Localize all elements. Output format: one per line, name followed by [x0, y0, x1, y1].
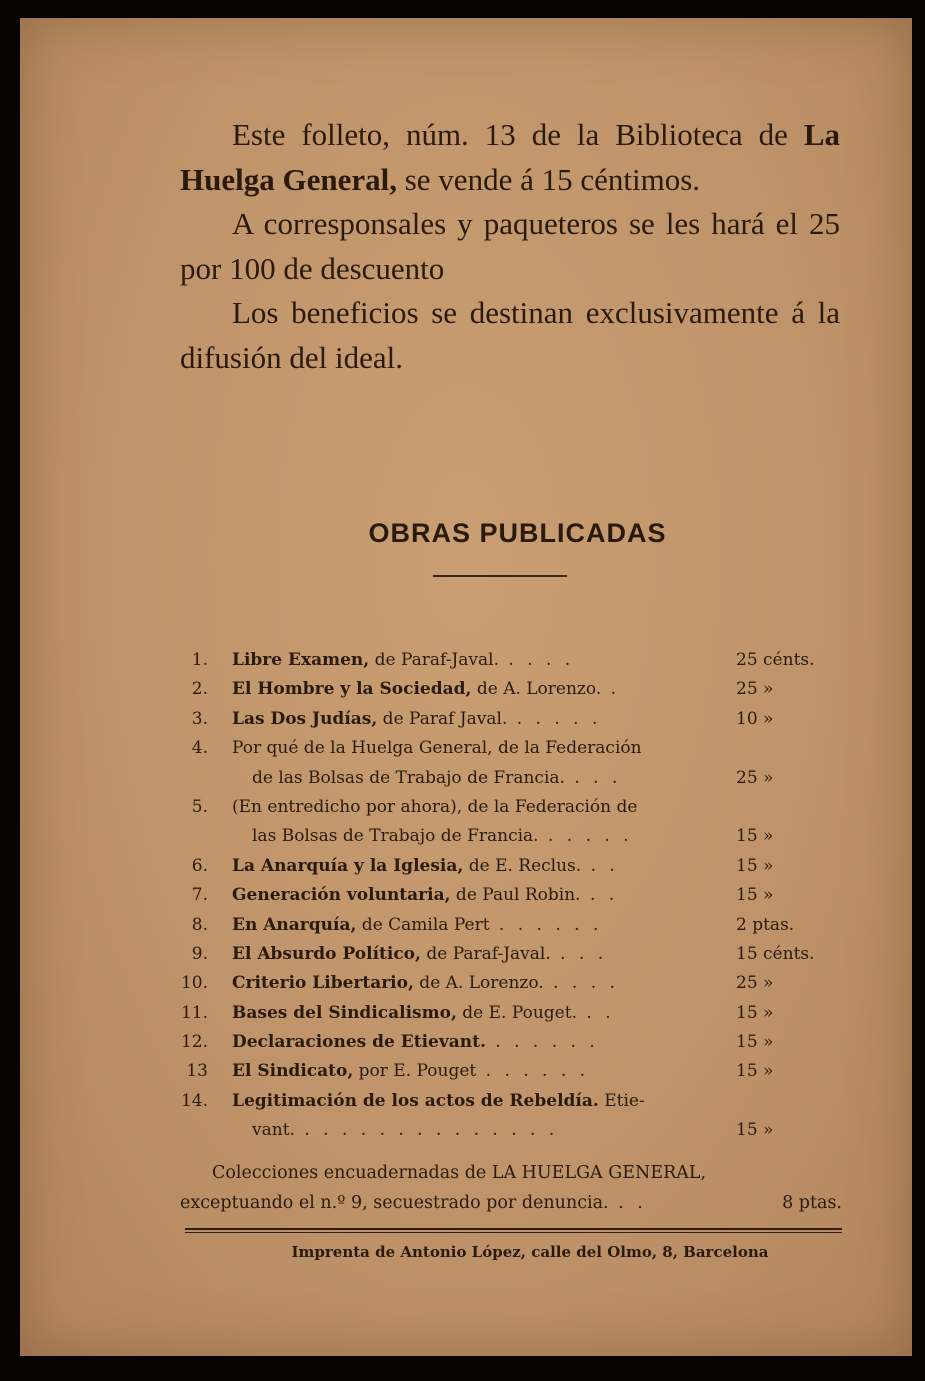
- work-text: [232, 881, 618, 910]
- work-text: [232, 705, 601, 734]
- intro-paragraph-2: A corresponsales y paqueteros se les hará el 25 por 100 de descuento: [180, 206, 840, 286]
- work-title: Las Dos Judías,: [232, 708, 378, 729]
- work-author: de Paraf-Javal.: [369, 650, 499, 670]
- work-price: 25 »: [736, 973, 774, 994]
- work-author: de Camila Pert: [356, 914, 490, 935]
- work-item: [180, 675, 840, 704]
- work-number: 11.: [180, 1002, 208, 1023]
- work-number: 10.: [180, 973, 208, 994]
- work-item: [180, 1087, 840, 1116]
- work-number: 2.: [191, 679, 208, 700]
- work-leader-dots: . . . .: [498, 650, 575, 670]
- work-number: 12.: [180, 1032, 208, 1053]
- work-price: 25 »: [736, 679, 774, 700]
- collections-line-1: Colecciones encuadernadas de LA HUELGA GENERAL,: [212, 1163, 707, 1183]
- work-number: 3.: [191, 708, 208, 729]
- work-number: 7.: [191, 885, 208, 906]
- work-author: de Paraf-Javal.: [420, 943, 551, 964]
- work-item: [180, 822, 840, 851]
- work-title: Criterio Libertario,: [232, 973, 414, 994]
- work-price: 2 ptas.: [736, 914, 795, 935]
- work-text: [232, 1028, 599, 1057]
- work-leader-dots: . .: [576, 1002, 615, 1023]
- work-leader-dots: . . . . . .: [489, 914, 603, 935]
- work-leader-dots: . . .: [550, 943, 608, 964]
- work-text: [232, 940, 607, 969]
- work-leader-dots: . . . . . .: [485, 1032, 599, 1053]
- work-title: El Absurdo Político,: [232, 943, 421, 964]
- work-title: Libre Examen,: [232, 650, 370, 670]
- work-leader-dots: . . .: [564, 767, 622, 788]
- work-item: [180, 1028, 840, 1057]
- work-item: [180, 1057, 840, 1086]
- work-number: 14.: [180, 1090, 208, 1111]
- work-text: [232, 852, 619, 881]
- work-item: [180, 705, 840, 734]
- work-item: [180, 911, 840, 940]
- section-heading: OBRAS PUBLICADAS: [368, 518, 667, 548]
- work-number: 6.: [191, 855, 208, 876]
- intro-paragraph-3: Los beneficios se destinan exclusivamente á la difusión del ideal.: [180, 295, 840, 375]
- work-price: 15 »: [736, 1120, 774, 1141]
- work-number: 5.: [191, 796, 208, 817]
- work-leader-dots: . . . .: [543, 973, 619, 994]
- work-item: [180, 646, 840, 675]
- work-author: de Paraf Javal.: [377, 708, 508, 729]
- work-leader-dots: . . . . .: [507, 708, 602, 729]
- work-item: [180, 793, 840, 822]
- work-leader-dots: .: [601, 679, 621, 700]
- work-price: 25 »: [736, 767, 774, 788]
- work-text: [252, 1116, 558, 1145]
- work-leader-dots: . .: [581, 855, 619, 876]
- work-leader-dots: . . . . . .: [476, 1061, 590, 1082]
- work-author: Por qué de la Huelga General, de la Federación: [232, 738, 642, 759]
- work-price: 15 »: [736, 1032, 774, 1053]
- work-item: [180, 1116, 840, 1145]
- work-leader-dots: . . . . . . . . . . . . . .: [294, 1120, 559, 1141]
- work-title: Declaraciones de Etievant.: [232, 1032, 486, 1053]
- heading-divider: [433, 575, 567, 577]
- work-title: El Sindicato,: [232, 1061, 354, 1082]
- document-page: [20, 18, 912, 1356]
- intro-text: [180, 113, 840, 380]
- works-list: [180, 646, 840, 1146]
- work-author: (En entredicho por ahora), de la Federación de: [232, 796, 638, 817]
- work-text: [232, 793, 637, 822]
- work-author: de E. Reclus.: [463, 855, 582, 876]
- work-price: 15 cénts.: [736, 943, 815, 964]
- work-title: El Hombre y la Sociedad,: [232, 679, 472, 700]
- work-text: [232, 1087, 645, 1116]
- work-title: Bases del Sindicalismo,: [232, 1002, 457, 1023]
- work-author: de A. Lorenzo.: [471, 679, 602, 700]
- imprint-divider: [185, 1228, 842, 1233]
- work-price: 15 »: [736, 1061, 774, 1082]
- work-item: [180, 734, 840, 763]
- work-item: [180, 940, 840, 969]
- work-text: [232, 999, 615, 1028]
- work-title: La Anarquía y la Iglesia,: [232, 855, 464, 876]
- work-number: 1.: [191, 650, 208, 670]
- work-item: [180, 852, 840, 881]
- work-number: 9.: [191, 943, 208, 964]
- intro-paragraph-1: Este folleto, núm. 13 de la Biblioteca de La Huelga General, se vende á 15 céntimos.: [180, 117, 840, 197]
- work-number: 13: [186, 1061, 208, 1082]
- work-price: 15 »: [736, 826, 774, 847]
- work-text: [232, 969, 619, 998]
- work-item: [180, 969, 840, 998]
- work-author: las Bolsas de Trabajo de Francia.: [252, 826, 539, 847]
- work-author: de A. Lorenzo.: [413, 973, 544, 994]
- work-item: [180, 881, 840, 910]
- work-author: Etie-: [598, 1090, 645, 1111]
- collections-line-2: exceptuando el n.º 9, secuestrado por denuncia. . . 8 ptas.: [180, 1188, 842, 1218]
- work-number: 8.: [191, 914, 208, 935]
- work-leader-dots: . .: [580, 885, 619, 906]
- collections-note: [180, 1158, 842, 1218]
- work-author: de Paul Robin.: [450, 885, 581, 906]
- work-price: 15 »: [736, 885, 774, 906]
- work-text: [232, 675, 620, 704]
- work-price: 25 cénts.: [736, 650, 815, 670]
- printer-imprint: Imprenta de Antonio López, calle del Olmo, 8, Barcelona: [291, 1243, 769, 1261]
- work-text: [232, 646, 574, 675]
- work-leader-dots: . . . . .: [538, 826, 633, 847]
- work-author: por E. Pouget: [353, 1061, 477, 1082]
- work-price: 10 »: [736, 708, 774, 729]
- work-author: vant.: [252, 1120, 295, 1141]
- work-title: En Anarquía,: [232, 914, 357, 935]
- work-author: de las Bolsas de Trabajo de Francia.: [252, 767, 565, 788]
- work-text: [232, 1057, 589, 1086]
- work-price: 15 »: [736, 1002, 774, 1023]
- work-text: [232, 911, 602, 940]
- work-number: 4.: [191, 738, 208, 759]
- work-price: 15 »: [736, 855, 774, 876]
- work-title: Generación voluntaria,: [232, 885, 451, 906]
- work-item: [180, 764, 840, 793]
- work-text: [252, 822, 633, 851]
- work-text: [232, 734, 642, 763]
- work-title: Legitimación de los actos de Rebeldía.: [232, 1090, 599, 1111]
- collections-price: 8 ptas.: [782, 1193, 842, 1213]
- publication-name: La Huelga General,: [180, 117, 840, 197]
- work-text: [252, 764, 621, 793]
- work-item: [180, 999, 840, 1028]
- work-author: de E. Pouget.: [456, 1002, 577, 1023]
